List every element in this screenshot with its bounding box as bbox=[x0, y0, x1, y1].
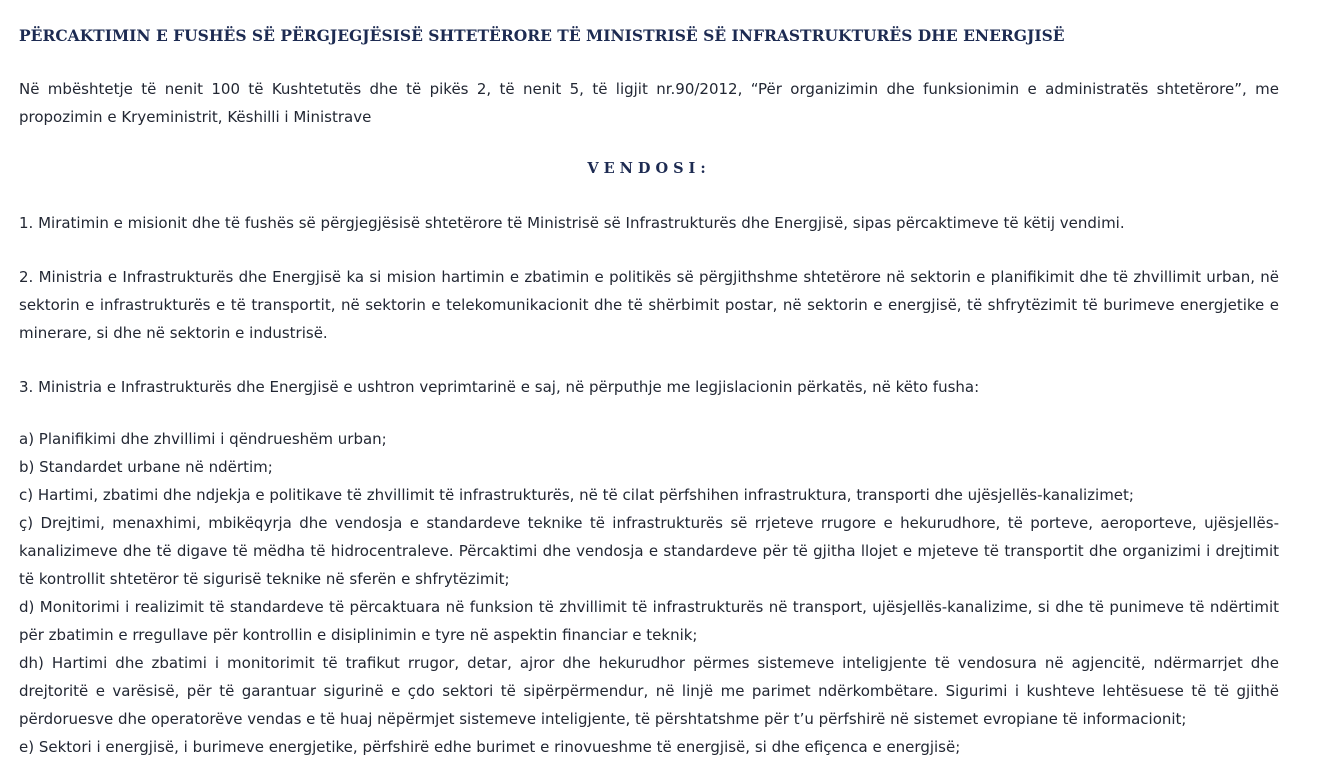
decision-heading: VENDOSI: bbox=[587, 160, 711, 177]
list-item-cedilla: ç) Drejtimi, menaxhimi, mbikëqyrja dhe vendosja e standardeve teknike të infrastrukturës së rrjeteve rrugore e hekurudhore, të porteve, aeroporteve, ujësjellës-kanalizimeve dhe të digave të mëdha të hidrocentraleve. Përcaktimi dhe vendosja e standardeve për të gjitha llojet e mjeteve të transportit dhe organizimi i drejtimit të kontrollit shtetëror të sigurisë teknike në sferën e shfrytëzimit; bbox=[19, 514, 1279, 588]
list-item-e: e) Sektori i energjisë, i burimeve energjetike, përfshirë edhe burimet e rinovueshme të energjisë, si dhe efiçenca e energjisë; bbox=[19, 738, 961, 756]
list-item-b: b) Standardet urbane në ndërtim; bbox=[19, 458, 273, 476]
point-3: 3. Ministria e Infrastrukturës dhe Energjisë e ushtron veprimtarinë e saj, në përputhje me legjislacionin përkatës, në këto fusha: bbox=[19, 378, 980, 396]
list-item-d: d) Monitorimi i realizimit të standardeve të përcaktuara në funksion të zhvillimit të infrastrukturës në transport, ujësjellës-kanalizime, si dhe të punimeve të ndërtimit për zbatimin e rregullave për kontrollin e disiplinimin e tyre në aspektin financiar e teknik; bbox=[19, 598, 1279, 644]
list-item-dh: dh) Hartimi dhe zbatimi i monitorimit të trafikut rrugor, detar, ajror dhe hekurudhor përmes sistemeve inteligjente të vendosura në agjencitë, ndërmarrjet dhe drejtoritë e varësisë, për të garantuar sigurinë e çdo sektori të sipërpërmendur, në linjë me parimet ndërkombëtare. Sigurimi i kushteve lehtësuese të të gjithë përdoruesve dhe operatorëve vendas e të huaj nëpërmjet sistemeve inteligjente, të përshtatshme për t’u përfshirë në sistemet evropiane të informacionit; bbox=[19, 654, 1279, 728]
list-item-c: c) Hartimi, zbatimi dhe ndjekja e politikave të zhvillimit të infrastrukturës, në të cilat përfshihen infrastruktura, transporti dhe ujësjellës-kanalizimet; bbox=[19, 486, 1134, 504]
point-1: 1. Miratimin e misionit dhe të fushës së përgjegjësisë shtetërore të Ministrisë së Infrastrukturës dhe Energjisë, sipas përcaktimeve të këtij vendimi. bbox=[19, 214, 1125, 232]
point-2: 2. Ministria e Infrastrukturës dhe Energjisë ka si mision hartimin e zbatimin e politikës së përgjithshme shtetërore në sektorin e planifikimit dhe të zhvillimit urban, në sektorin e infrastrukturës e të transportit, në sektorin e telekomunikacionit dhe të shërbimit postar, në sektorin e energjisë, të shfrytëzimit të burimeve energjetike e minerare, si dhe në sektorin e industrisë. bbox=[19, 268, 1279, 342]
document-title: PËRCAKTIMIN E FUSHËS SË PËRGJEGJËSISË SHTETËRORE TË MINISTRISË SË INFRASTRUKTURËS DHE ENERGJISË bbox=[19, 26, 1065, 45]
preamble: Në mbështetje të nenit 100 të Kushtetutës dhe të pikës 2, të nenit 5, të ligjit nr.90/2012, “Për organizimin dhe funksionimin e administratës shtetërore”, me propozimin e Kryeministrit, Këshilli i Ministrave bbox=[19, 80, 1279, 126]
list-item-a: a) Planifikimi dhe zhvillimi i qëndrueshëm urban; bbox=[19, 430, 387, 448]
fields-list bbox=[19, 425, 1279, 761]
